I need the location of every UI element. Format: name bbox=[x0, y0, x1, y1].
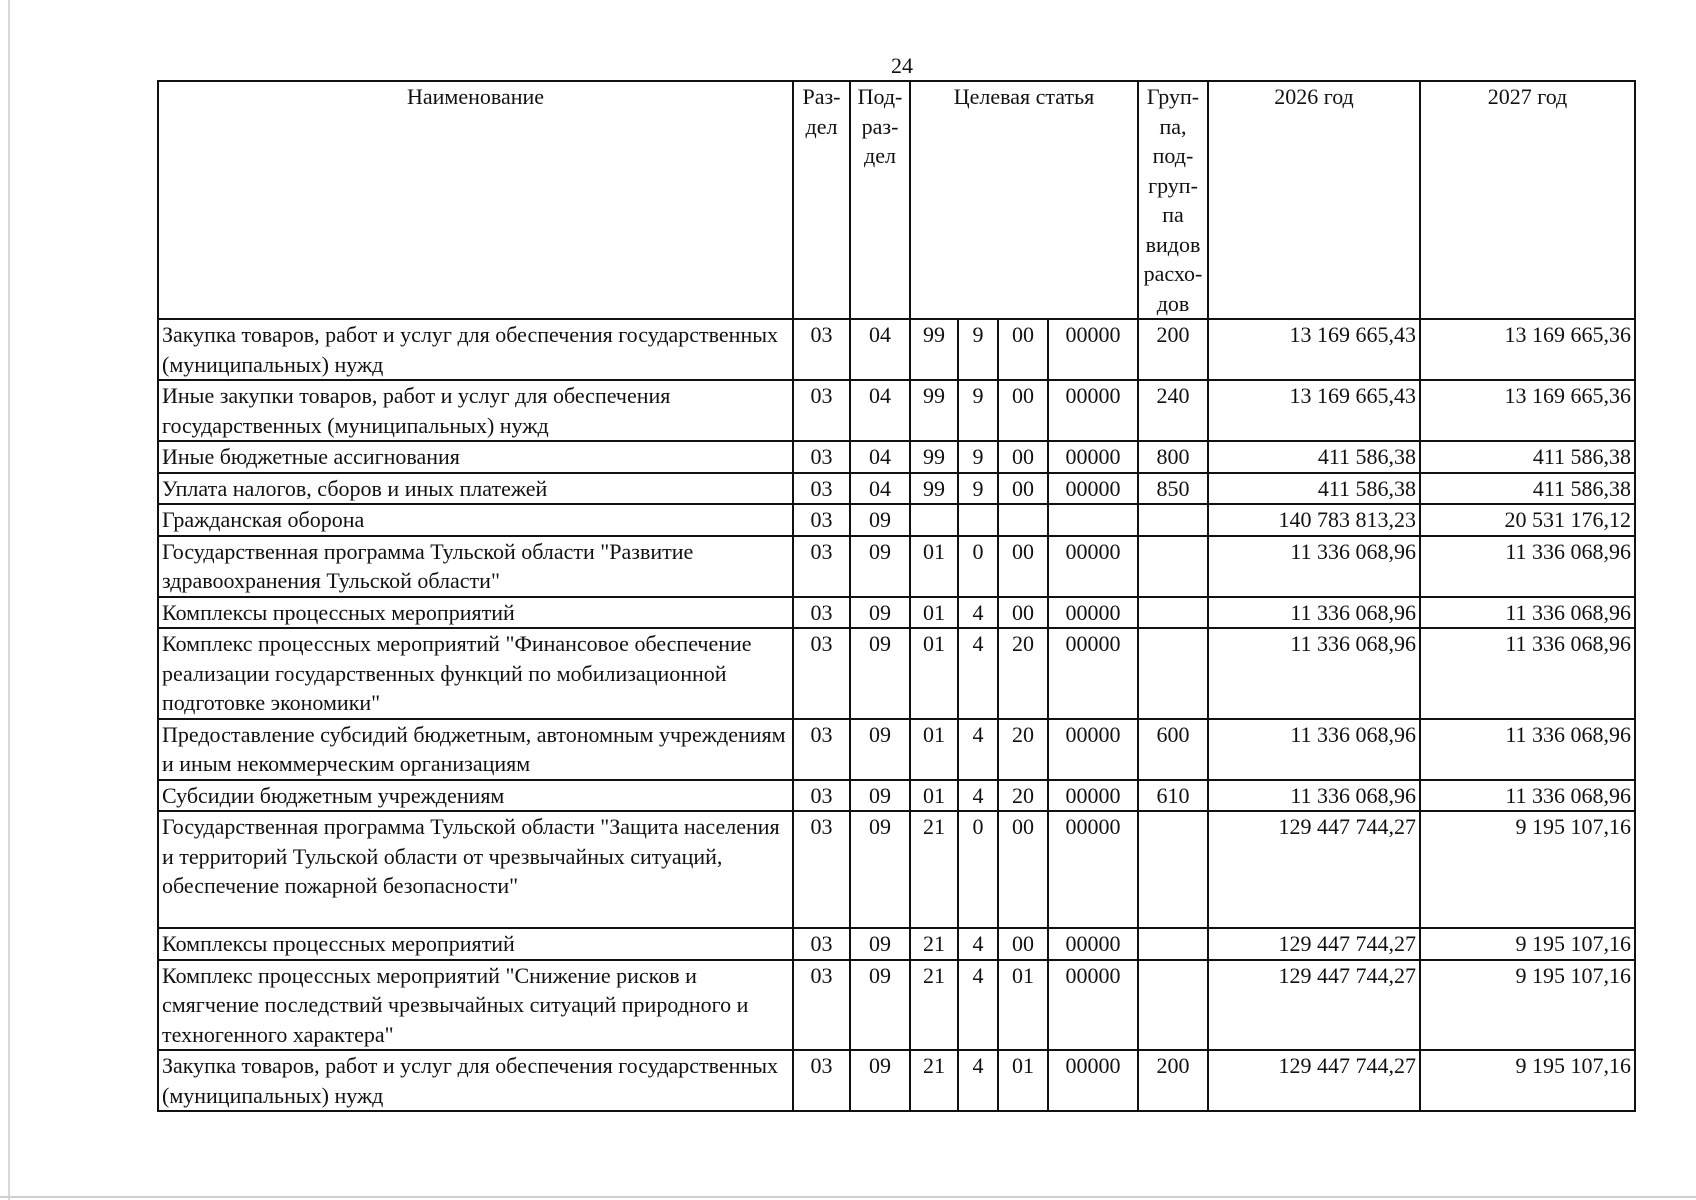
row-amount-2026: 129 447 744,27 bbox=[1208, 960, 1420, 1051]
row-target-type: 4 bbox=[958, 719, 998, 780]
row-target-direction: 00000 bbox=[1048, 441, 1138, 473]
table-row bbox=[158, 1050, 1635, 1111]
header-year-2026: 2026 год bbox=[1208, 81, 1420, 319]
header-group-line: Груп- bbox=[1146, 84, 1200, 109]
row-target-program: 99 bbox=[910, 441, 958, 473]
row-target-direction: 00000 bbox=[1048, 928, 1138, 960]
row-subsection: 09 bbox=[850, 504, 910, 536]
row-target-direction: 00000 bbox=[1048, 536, 1138, 597]
row-target-type: 9 bbox=[958, 441, 998, 473]
budget-table bbox=[157, 80, 1636, 1112]
row-target-direction: 00000 bbox=[1048, 380, 1138, 441]
header-section bbox=[793, 81, 850, 319]
header-group-line: па bbox=[1162, 202, 1184, 227]
row-subsection: 09 bbox=[850, 628, 910, 719]
header-section-line: дел bbox=[805, 113, 838, 139]
row-name: Комплекс процессных мероприятий "Финансовое обеспечение реализации государственных функций по мобилизационной подготовке экономики" bbox=[158, 628, 793, 719]
header-group-line: видов bbox=[1145, 231, 1201, 257]
row-section: 03 bbox=[793, 536, 850, 597]
row-target-subprogram: 00 bbox=[998, 441, 1048, 473]
header-row bbox=[158, 81, 1635, 319]
row-name: Иные закупки товаров, работ и услуг для обеспечения государственных (муниципальных) нужд bbox=[158, 380, 793, 441]
table-row bbox=[158, 719, 1635, 780]
table-row bbox=[158, 536, 1635, 597]
row-expense-group bbox=[1138, 960, 1208, 1051]
row-expense-group: 610 bbox=[1138, 780, 1208, 812]
table-row bbox=[158, 441, 1635, 473]
row-target-direction: 00000 bbox=[1048, 1050, 1138, 1111]
row-amount-2026: 129 447 744,27 bbox=[1208, 811, 1420, 928]
row-amount-2027: 20 531 176,12 bbox=[1420, 504, 1635, 536]
row-name: Уплата налогов, сборов и иных платежей bbox=[158, 473, 793, 505]
row-name: Иные бюджетные ассигнования bbox=[158, 441, 793, 473]
row-target-program: 01 bbox=[910, 628, 958, 719]
row-target-subprogram: 00 bbox=[998, 536, 1048, 597]
row-amount-2027: 411 586,38 bbox=[1420, 473, 1635, 505]
row-target-program: 21 bbox=[910, 1050, 958, 1111]
row-section: 03 bbox=[793, 960, 850, 1051]
row-target-type: 9 bbox=[958, 473, 998, 505]
scan-edge-bottom bbox=[0, 1196, 1696, 1198]
row-amount-2027: 13 169 665,36 bbox=[1420, 380, 1635, 441]
row-amount-2027: 11 336 068,96 bbox=[1420, 780, 1635, 812]
row-target-program: 21 bbox=[910, 811, 958, 928]
header-group-line: дов bbox=[1156, 290, 1190, 316]
row-section: 03 bbox=[793, 473, 850, 505]
row-expense-group bbox=[1138, 597, 1208, 629]
table-row bbox=[158, 960, 1635, 1051]
header-group-line: расхо- bbox=[1143, 261, 1203, 286]
row-amount-2027: 11 336 068,96 bbox=[1420, 719, 1635, 780]
row-amount-2027: 13 169 665,36 bbox=[1420, 319, 1635, 380]
row-name: Закупка товаров, работ и услуг для обеспечения государственных (муниципальных) нужд bbox=[158, 319, 793, 380]
row-target-subprogram: 00 bbox=[998, 928, 1048, 960]
row-target-program: 99 bbox=[910, 473, 958, 505]
row-target-direction: 00000 bbox=[1048, 780, 1138, 812]
row-subsection: 09 bbox=[850, 928, 910, 960]
row-expense-group bbox=[1138, 928, 1208, 960]
row-name: Комплексы процессных мероприятий bbox=[158, 597, 793, 629]
table-row bbox=[158, 473, 1635, 505]
row-subsection: 09 bbox=[850, 536, 910, 597]
row-target-subprogram: 20 bbox=[998, 780, 1048, 812]
row-target-program: 01 bbox=[910, 719, 958, 780]
row-expense-group: 600 bbox=[1138, 719, 1208, 780]
row-section: 03 bbox=[793, 441, 850, 473]
row-subsection: 04 bbox=[850, 441, 910, 473]
row-target-program: 01 bbox=[910, 597, 958, 629]
row-section: 03 bbox=[793, 628, 850, 719]
row-amount-2026: 129 447 744,27 bbox=[1208, 1050, 1420, 1111]
row-target-direction: 00000 bbox=[1048, 960, 1138, 1051]
row-name: Закупка товаров, работ и услуг для обеспечения государственных (муниципальных) нужд bbox=[158, 1050, 793, 1111]
row-amount-2027: 11 336 068,96 bbox=[1420, 628, 1635, 719]
row-amount-2027: 411 586,38 bbox=[1420, 441, 1635, 473]
table-row bbox=[158, 780, 1635, 812]
row-target-subprogram: 20 bbox=[998, 628, 1048, 719]
row-section: 03 bbox=[793, 811, 850, 928]
row-target-type: 4 bbox=[958, 1050, 998, 1111]
table-row bbox=[158, 928, 1635, 960]
row-target-subprogram: 20 bbox=[998, 719, 1048, 780]
row-target-direction: 00000 bbox=[1048, 719, 1138, 780]
row-target-program: 99 bbox=[910, 319, 958, 380]
row-section: 03 bbox=[793, 1050, 850, 1111]
page-number: 24 bbox=[891, 53, 913, 78]
row-section: 03 bbox=[793, 319, 850, 380]
row-amount-2026: 11 336 068,96 bbox=[1208, 780, 1420, 812]
row-expense-group: 240 bbox=[1138, 380, 1208, 441]
row-target-type: 0 bbox=[958, 811, 998, 928]
row-target-subprogram: 00 bbox=[998, 380, 1048, 441]
row-target-type: 9 bbox=[958, 319, 998, 380]
row-amount-2026: 129 447 744,27 bbox=[1208, 928, 1420, 960]
table-row bbox=[158, 811, 1635, 928]
row-expense-group bbox=[1138, 628, 1208, 719]
row-expense-group: 850 bbox=[1138, 473, 1208, 505]
header-year-2027: 2027 год bbox=[1420, 81, 1635, 319]
row-amount-2027: 9 195 107,16 bbox=[1420, 1050, 1635, 1111]
row-target-subprogram: 00 bbox=[998, 473, 1048, 505]
row-name: Государственная программа Тульской области "Защита населения и территорий Тульской области от чрезвычайных ситуаций, обеспечение пожарной безопасности" bbox=[158, 811, 793, 928]
row-target-type: 4 bbox=[958, 780, 998, 812]
row-subsection: 09 bbox=[850, 719, 910, 780]
row-amount-2027: 11 336 068,96 bbox=[1420, 536, 1635, 597]
row-name: Гражданская оборона bbox=[158, 504, 793, 536]
row-amount-2026: 11 336 068,96 bbox=[1208, 597, 1420, 629]
row-target-direction: 00000 bbox=[1048, 473, 1138, 505]
table-row bbox=[158, 504, 1635, 536]
row-subsection: 04 bbox=[850, 473, 910, 505]
row-target-subprogram: 00 bbox=[998, 597, 1048, 629]
row-amount-2026: 140 783 813,23 bbox=[1208, 504, 1420, 536]
header-group-line: груп- bbox=[1148, 172, 1198, 198]
row-section: 03 bbox=[793, 928, 850, 960]
header-section-line: Раз- bbox=[802, 84, 841, 109]
row-subsection: 09 bbox=[850, 811, 910, 928]
row-name: Государственная программа Тульской области "Развитие здравоохранения Тульской области" bbox=[158, 536, 793, 597]
row-target-direction: 00000 bbox=[1048, 597, 1138, 629]
header-name: Наименование bbox=[158, 81, 793, 319]
row-target-type: 4 bbox=[958, 928, 998, 960]
row-amount-2027: 9 195 107,16 bbox=[1420, 960, 1635, 1051]
row-section: 03 bbox=[793, 597, 850, 629]
row-target-type: 4 bbox=[958, 628, 998, 719]
row-section: 03 bbox=[793, 504, 850, 536]
row-expense-group bbox=[1138, 504, 1208, 536]
row-target-program: 01 bbox=[910, 780, 958, 812]
row-expense-group: 800 bbox=[1138, 441, 1208, 473]
table-row bbox=[158, 597, 1635, 629]
row-target-subprogram: 01 bbox=[998, 960, 1048, 1051]
row-subsection: 09 bbox=[850, 597, 910, 629]
row-target-type: 0 bbox=[958, 536, 998, 597]
table-row bbox=[158, 319, 1635, 380]
header-subsection-line: раз- bbox=[861, 113, 899, 139]
row-amount-2026: 411 586,38 bbox=[1208, 473, 1420, 505]
row-target-type: 9 bbox=[958, 380, 998, 441]
row-amount-2027: 9 195 107,16 bbox=[1420, 811, 1635, 928]
row-target-program: 21 bbox=[910, 928, 958, 960]
row-expense-group: 200 bbox=[1138, 319, 1208, 380]
row-target-subprogram: 00 bbox=[998, 319, 1048, 380]
row-target-direction: 00000 bbox=[1048, 628, 1138, 719]
row-name: Предоставление субсидий бюджетным, автономным учреждениям и иным некоммерческим организациям bbox=[158, 719, 793, 780]
row-target-program: 01 bbox=[910, 536, 958, 597]
row-amount-2026: 11 336 068,96 bbox=[1208, 719, 1420, 780]
row-target-direction: 00000 bbox=[1048, 319, 1138, 380]
row-target-subprogram: 01 bbox=[998, 1050, 1048, 1111]
header-subsection-line: дел bbox=[864, 143, 896, 168]
header-subsection-line: Под- bbox=[857, 84, 903, 109]
row-subsection: 04 bbox=[850, 319, 910, 380]
row-subsection: 04 bbox=[850, 380, 910, 441]
table-row bbox=[158, 628, 1635, 719]
row-subsection: 09 bbox=[850, 780, 910, 812]
table-row bbox=[158, 380, 1635, 441]
row-subsection: 09 bbox=[850, 1050, 910, 1111]
row-target-direction: 00000 bbox=[1048, 811, 1138, 928]
header-subsection bbox=[850, 81, 910, 319]
header-group-line: па, bbox=[1159, 113, 1187, 139]
row-expense-group bbox=[1138, 536, 1208, 597]
row-target-type bbox=[958, 504, 998, 536]
row-target-type: 4 bbox=[958, 597, 998, 629]
row-section: 03 bbox=[793, 380, 850, 441]
row-section: 03 bbox=[793, 780, 850, 812]
row-expense-group: 200 bbox=[1138, 1050, 1208, 1111]
row-target-program: 21 bbox=[910, 960, 958, 1051]
header-target-article: Целевая статья bbox=[910, 81, 1138, 319]
row-target-program: 99 bbox=[910, 380, 958, 441]
row-amount-2026: 13 169 665,43 bbox=[1208, 319, 1420, 380]
table-body bbox=[158, 319, 1635, 1111]
row-amount-2027: 11 336 068,96 bbox=[1420, 597, 1635, 629]
row-subsection: 09 bbox=[850, 960, 910, 1051]
header-group bbox=[1138, 81, 1208, 319]
row-target-direction bbox=[1048, 504, 1138, 536]
row-target-subprogram bbox=[998, 504, 1048, 536]
row-name: Комплекс процессных мероприятий "Снижение рисков и смягчение последствий чрезвычайных ситуаций природного и техногенного характера" bbox=[158, 960, 793, 1051]
row-target-program bbox=[910, 504, 958, 536]
header-group-line: под- bbox=[1152, 143, 1194, 168]
row-name: Комплексы процессных мероприятий bbox=[158, 928, 793, 960]
row-section: 03 bbox=[793, 719, 850, 780]
row-expense-group bbox=[1138, 811, 1208, 928]
row-amount-2026: 13 169 665,43 bbox=[1208, 380, 1420, 441]
row-target-subprogram: 00 bbox=[998, 811, 1048, 928]
row-target-type: 4 bbox=[958, 960, 998, 1051]
scan-edge-left bbox=[8, 0, 10, 1200]
row-name: Субсидии бюджетным учреждениям bbox=[158, 780, 793, 812]
row-amount-2027: 9 195 107,16 bbox=[1420, 928, 1635, 960]
row-amount-2026: 11 336 068,96 bbox=[1208, 628, 1420, 719]
row-amount-2026: 11 336 068,96 bbox=[1208, 536, 1420, 597]
row-amount-2026: 411 586,38 bbox=[1208, 441, 1420, 473]
